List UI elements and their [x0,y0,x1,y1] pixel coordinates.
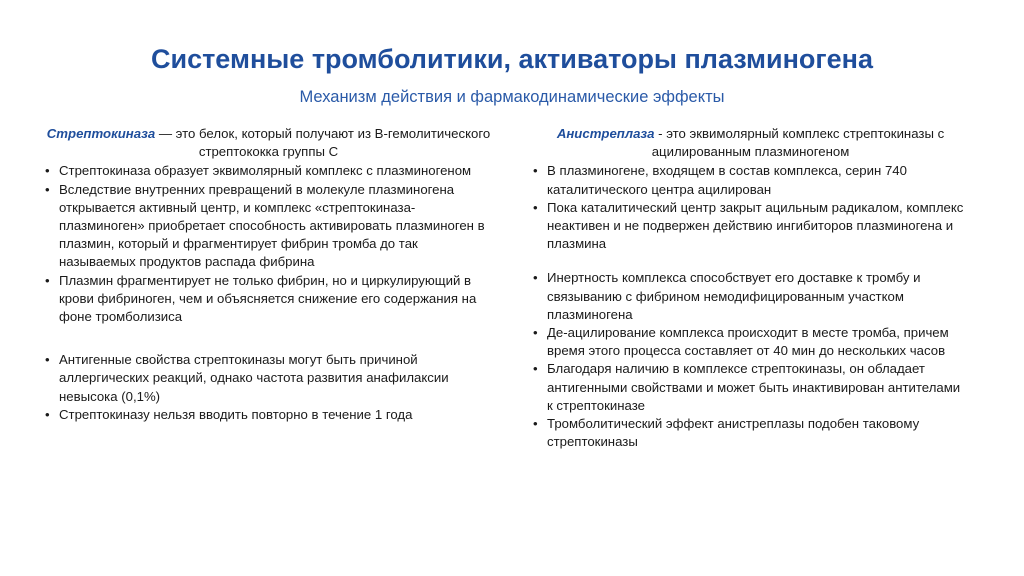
list-item: • Стрептокиназа образует эквимолярный комплекс с плазминогеном [45,162,492,180]
list-item: • Стрептокиназу нельзя вводить повторно в течение 1 года [45,406,492,424]
bullet-icon: • [45,406,50,422]
bullet-icon: • [533,163,538,179]
list-item: • Де-ацилирование комплекса происходит в месте тромба, причем время этого процесса составляет от 40 мин до нескольких часов [533,325,949,359]
right-intro-text: - это эквимолярный комплекс стрептокиназы с ацилированным плазминогеном [651,126,945,160]
list-item: • Благодаря наличию в комплексе стрептокиназы, он обладает антигенными свойствами и может быть инактивирован антителами к стрептокиназе [533,361,961,413]
bullet-icon: • [533,325,538,341]
bullet-icon: • [45,181,50,197]
list-item: • Пока каталитический центр закрыт ацильным радикалом, комплекс неактивен и не подвержен действию ингибиторов плазминогена и плазмина [533,199,964,252]
right-list-2 [533,269,968,451]
slide-title: Системные тромболитики, активаторы плазминогена [150,44,874,74]
list-item: • Инертность комплекса способствует его доставке к тромбу и связыванию с фибрином немодифицированным участком плазминогена [533,270,921,322]
bullet-icon: • [45,352,50,368]
bullet-icon: • [533,270,538,286]
list-item: • Антигенные свойства стрептокиназы могут быть причиной аллергических реакций, однако частота развития анафилаксии невысока (0,1%) [45,352,449,404]
right-term: Анистреплаза [556,126,655,141]
bullet-icon: • [533,199,538,215]
left-list-2 [45,351,492,424]
left-term: Стрептокиназа [46,126,156,141]
list-item: • Вследствие внутренних превращений в молекуле плазминогена открывается активный центр, и комплекс «стрептокиназа-плазминоген» приобретает способность активировать плазминоген в плазмин, который и фрагментирует фибрин тромба до так называемых продуктов распада фибрина [45,181,485,270]
list-item: • Тромболитический эффект анистреплазы подобен таковому стрептокиназы [533,416,920,450]
left-list-1 [45,162,492,326]
right-column [533,125,968,451]
left-intro-text: — это белок, который получают из B-гемолитического стрептококка группы С [155,126,491,160]
slide-subtitle: Механизм действия и фармакодинамические эффекты [299,88,725,106]
left-intro [45,125,492,161]
bullet-icon: • [45,163,50,179]
bullet-icon: • [533,361,538,377]
list-item: • Плазмин фрагментирует не только фибрин, но и циркулирующий в крови фибриноген, чем и объясняется снижение его содержания на фоне тромболизиса [45,272,477,325]
list-item: • В плазминогене, входящем в состав комплекса, серин 740 каталитического центра ацилирован [533,163,907,197]
left-column [45,125,492,424]
right-list-1 [533,162,968,253]
bullet-icon: • [45,272,50,288]
bullet-icon: • [533,416,538,432]
right-intro [533,125,968,161]
